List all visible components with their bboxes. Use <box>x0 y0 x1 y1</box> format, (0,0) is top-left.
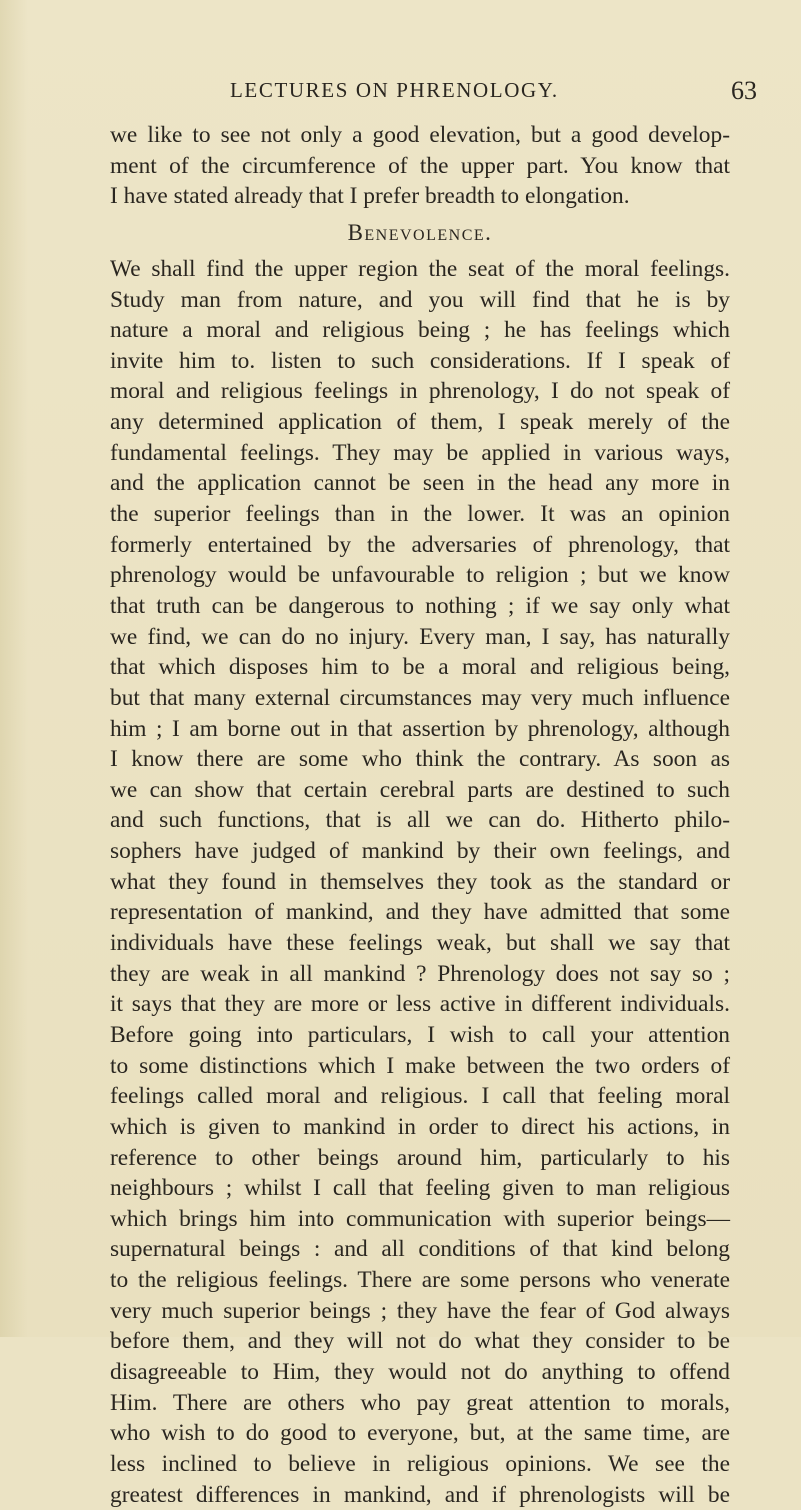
text-line: the superior feelings than in the lower. It was an opinion <box>110 501 730 528</box>
text-line: reference to other beings around him, particularly to his <box>110 1144 730 1171</box>
text-line: which is given to mankind in order to direct his actions, in <box>110 1113 730 1140</box>
text-line: who wish to do good to everyone, but, at the same time, are <box>110 1420 730 1447</box>
page-number: 63 <box>731 76 757 105</box>
text-line: any determined application of them, I speak merely of the <box>110 409 730 436</box>
text-line: Him. There are others who pay great attention to morals, <box>110 1389 730 1416</box>
text-line: ment of the circumference of the upper part. You know that <box>110 152 730 179</box>
text-line: that which disposes him to be a moral and religious being, <box>110 654 730 681</box>
text-line: but that many external circumstances may very much influence <box>110 684 730 711</box>
text-line: we find, we can do no injury. Every man, I say, has naturally <box>110 623 730 650</box>
text-line: what they found in themselves they took as the standard or <box>110 868 730 895</box>
text-line: Before going into particulars, I wish to call your attention <box>110 1021 730 1048</box>
text-line: invite him to. listen to such considerations. If I speak of <box>110 347 730 374</box>
text-line: to some distinctions which I make between the two orders of <box>110 1052 730 1079</box>
text-line: to the religious feelings. There are some persons who venerate <box>110 1267 730 1294</box>
text-line: feelings called moral and religious. I call that feeling moral <box>110 1083 730 1110</box>
text-line: they are weak in all mankind ? Phrenology does not say so ; <box>110 960 730 987</box>
text-line: representation of mankind, and they have admitted that some <box>110 899 730 926</box>
text-line: greatest differences in mankind, and if phrenologists will be <box>110 1481 730 1508</box>
text-line: individuals have these feelings weak, but shall we say that <box>110 930 730 957</box>
text-line: that truth can be dangerous to nothing ; if we say only what <box>110 592 730 619</box>
text-line: and the application cannot be seen in the head any more in <box>110 470 730 497</box>
text-line: we like to see not only a good elevation, but a good develop- <box>110 122 730 148</box>
text-line: formerly entertained by the adversaries of phrenology, that <box>110 531 730 558</box>
text-line: fundamental feelings. They may be applied in various ways, <box>110 439 730 466</box>
text-line: We shall find the upper region the seat of the moral feelings. <box>110 255 730 282</box>
running-title: LECTURES ON PHRENOLOGY. <box>230 78 559 102</box>
text-line: supernatural beings : and all conditions of that kind belong <box>110 1236 730 1263</box>
section-heading: Benevolence. <box>347 219 493 245</box>
text-line: disagreeable to Him, they would not do anything to offend <box>110 1358 730 1385</box>
text-block <box>110 120 730 1510</box>
text-line: him ; I am borne out in that assertion by phrenology, although <box>110 715 730 742</box>
text-line: phrenology would be unfavourable to religion ; but we know <box>110 562 730 589</box>
running-head <box>0 78 801 108</box>
text-line: sophers have judged of mankind by their own feelings, and <box>110 838 730 865</box>
text-line: less inclined to believe in religious opinions. We see the <box>110 1450 730 1477</box>
text-line: I know there are some who think the contrary. As soon as <box>110 746 730 773</box>
text-line: neighbours ; whilst I call that feeling given to man religious <box>110 1175 730 1202</box>
text-line: which brings him into communication with superior beings— <box>110 1205 730 1232</box>
text-line: and such functions, that is all we can do. Hitherto philo- <box>110 807 730 834</box>
text-line: before them, and they will not do what they consider to be <box>110 1328 730 1355</box>
text-line: we can show that certain cerebral parts are destined to such <box>110 776 730 803</box>
text-line: moral and religious feelings in phrenology, I do not speak of <box>110 378 730 405</box>
text-line: it says that they are more or less active in different individuals. <box>110 991 730 1018</box>
text-line: nature a moral and religious being ; he has feelings which <box>110 317 730 344</box>
text-line: very much superior beings ; they have the fear of God always <box>110 1297 730 1324</box>
text-line: I have stated already that I prefer breadth to elongation. <box>110 183 630 210</box>
text-line: Study man from nature, and you will find that he is by <box>110 286 730 313</box>
